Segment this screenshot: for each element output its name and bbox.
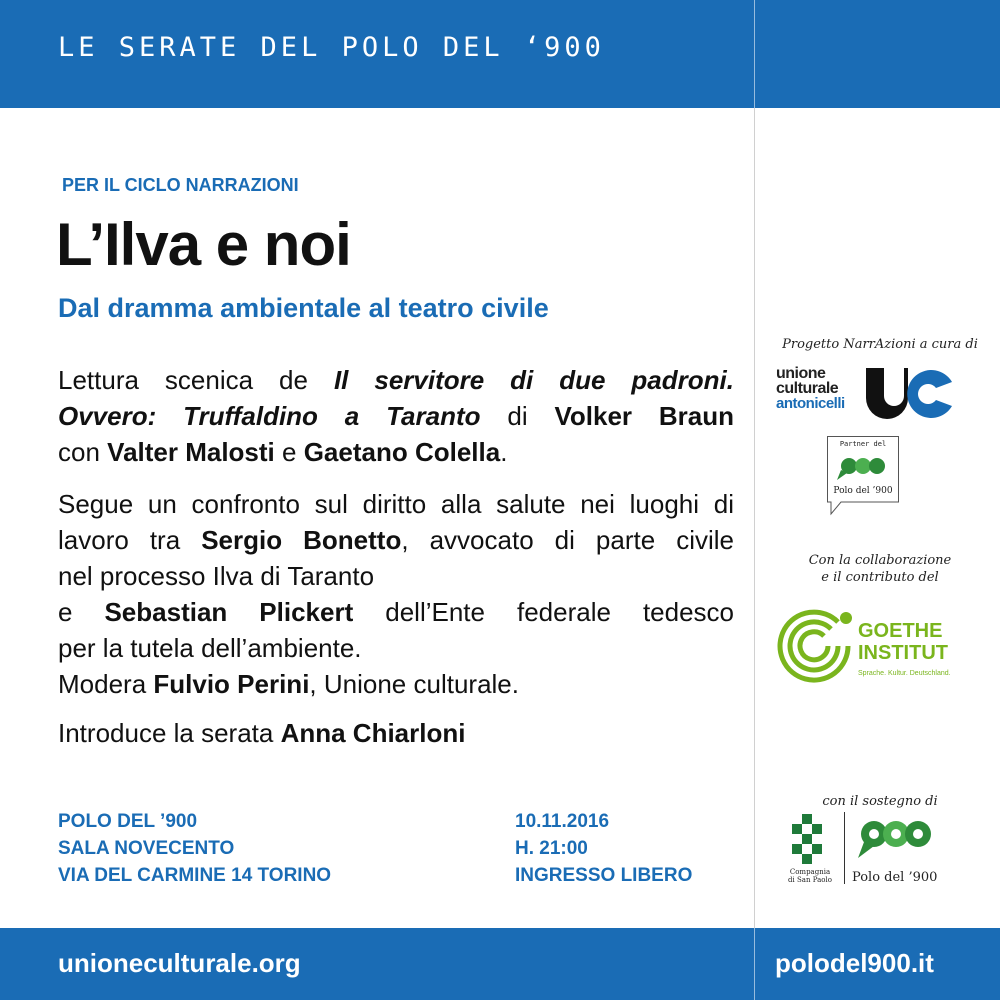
- reading-line-1: [58, 362, 734, 398]
- text-span: Modera: [58, 669, 154, 699]
- debate-line-3: nel processo Ilva di Taranto: [58, 561, 375, 591]
- debate-line-1: Segue un confronto sul diritto alla salute nei luoghi di: [58, 489, 734, 519]
- goethe-tagline: Sprache. Kultur. Deutschland.: [858, 670, 951, 677]
- text-span: , Unione culturale.: [309, 669, 519, 699]
- actor-name: Gaetano Colella: [303, 437, 501, 467]
- debate-line-2: [58, 522, 734, 558]
- author-name: Volker Braun: [554, 401, 735, 431]
- venue-line-1: POLO DEL ’900: [58, 811, 198, 832]
- unione-culturale-logo: [776, 366, 956, 422]
- actor-name: Valter Malosti: [107, 437, 275, 467]
- text-span: , avvocato di parte civile: [401, 525, 734, 555]
- polo-900-label: Polo del ’900: [852, 870, 938, 885]
- reading-line-3: [58, 434, 734, 470]
- csp-line-1: Compagnia: [789, 868, 831, 876]
- uc-mark-icon: [864, 368, 954, 420]
- polo-900-icon: [854, 814, 934, 864]
- debate-line-6: [58, 666, 734, 702]
- speaker-name: Sergio Bonetto: [201, 525, 402, 555]
- header-title: LE SERATE DEL POLO DEL ‘900: [58, 32, 605, 63]
- debate-line-4: [58, 594, 734, 630]
- schedule-info: [515, 808, 692, 889]
- compagnia-san-paolo-label: [780, 868, 840, 884]
- partner-label: Partner del: [839, 440, 887, 448]
- goethe-spiral-icon: [776, 604, 856, 688]
- event-title: L’Ilva e noi: [56, 211, 351, 278]
- header-divider: [754, 0, 755, 108]
- text-span: lavoro tra: [58, 525, 202, 555]
- footer-divider: [754, 928, 755, 1000]
- uc-logo-line-3: antonicelli: [776, 395, 845, 412]
- sponsor-divider: [844, 812, 845, 884]
- goethe-line-1: GOETHE: [858, 620, 943, 642]
- partner-badge: [827, 436, 899, 516]
- column-divider: [754, 108, 755, 928]
- event-subtitle: Dal dramma ambientale al teatro civile: [58, 293, 549, 323]
- intro-line: [58, 715, 734, 751]
- uc-logo-line-2: culturale: [776, 380, 839, 397]
- event-date: 10.11.2016: [515, 811, 610, 832]
- intro-paragraph: [58, 715, 734, 751]
- partner-name: Polo del ’900: [833, 486, 893, 496]
- event-kicker: PER IL CICLO NARRAZIONI: [62, 175, 299, 195]
- support-note: con il sostegno di: [822, 794, 938, 809]
- badge-frame-icon: [827, 436, 899, 516]
- project-note: Progetto NarrAzioni a cura di: [782, 337, 978, 352]
- text-span: dell’Ente federale tedesco: [353, 597, 735, 627]
- play-title-part-2: Ovvero: Truffaldino a Taranto: [58, 401, 481, 431]
- text-span: e: [58, 597, 105, 627]
- header-band: [0, 0, 1000, 108]
- compagnia-san-paolo-icon: [780, 812, 840, 868]
- polo-900-link[interactable]: polodel900.it: [775, 948, 934, 978]
- venue-line-3: VIA DEL CARMINE 14 TORINO: [58, 865, 332, 886]
- footer-band: [0, 928, 1000, 1000]
- text-span: con: [58, 437, 108, 467]
- debate-paragraph: [58, 486, 734, 702]
- text-span: .: [500, 437, 508, 467]
- csp-line-2: di San Paolo: [788, 876, 832, 884]
- uc-logo-line-1: unione: [776, 365, 826, 382]
- event-entry: INGRESSO LIBERO: [515, 865, 693, 886]
- speaker-name: Sebastian Plickert: [104, 597, 354, 627]
- collaboration-note-line-2: e il contributo del: [821, 570, 939, 585]
- collaboration-note: [760, 552, 1000, 586]
- text-span: di: [480, 401, 555, 431]
- venue-line-2: SALA NOVECENTO: [58, 838, 235, 859]
- unione-culturale-link[interactable]: unioneculturale.org: [58, 948, 301, 978]
- venue-info: [58, 808, 331, 889]
- moderator-name: Fulvio Perini: [153, 669, 310, 699]
- collaboration-note-line-1: Con la collaborazione: [808, 553, 952, 568]
- text-span: Lettura scenica de: [58, 365, 334, 395]
- goethe-line-2: INSTITUT: [858, 642, 948, 664]
- reading-paragraph: [58, 362, 734, 470]
- sponsor-logos: [780, 812, 980, 892]
- goethe-institut-logo: [776, 604, 976, 688]
- text-span: e: [274, 437, 304, 467]
- event-time: H. 21:00: [515, 838, 588, 859]
- debate-line-5: per la tutela dell’ambiente.: [58, 633, 362, 663]
- reading-line-2: [58, 398, 734, 434]
- text-span: Introduce la serata: [58, 718, 281, 748]
- uc-logo-text: [776, 366, 845, 411]
- introducer-name: Anna Chiarloni: [280, 718, 466, 748]
- play-title-part-1: Il servitore di due padroni.: [333, 365, 734, 395]
